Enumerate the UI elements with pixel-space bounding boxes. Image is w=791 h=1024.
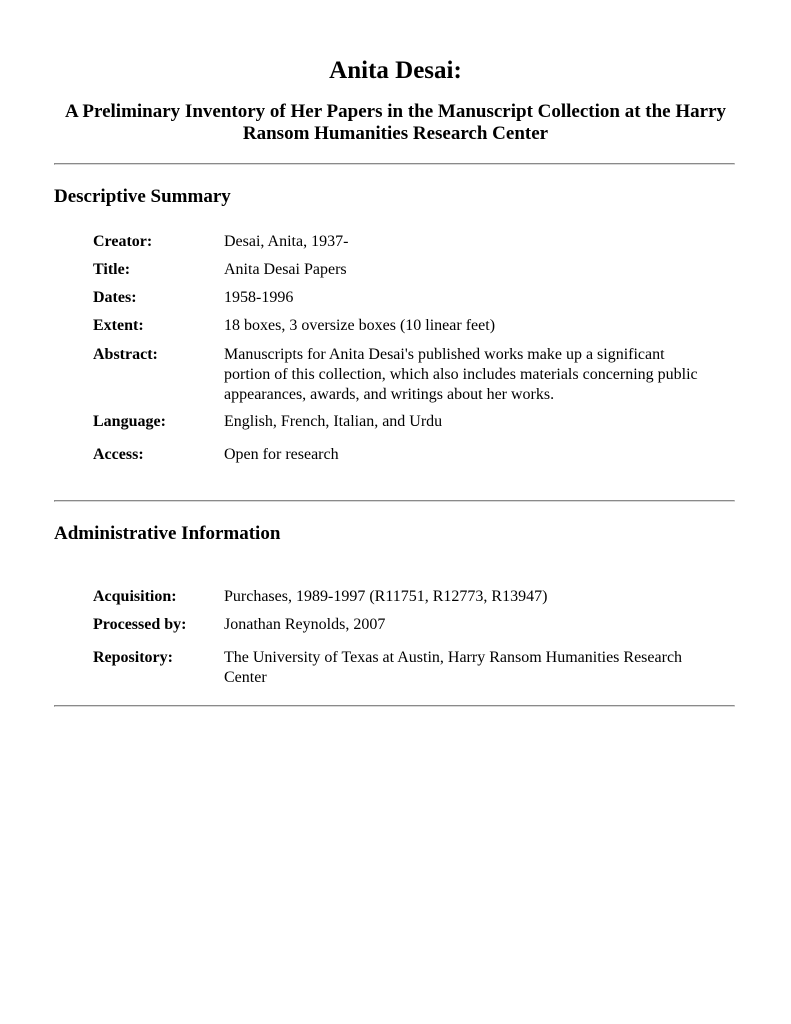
field-label: Dates: (93, 289, 137, 306)
document-title: Anita Desai: (329, 57, 462, 84)
field-label: Creator: (93, 233, 153, 250)
field-value: Anita Desai Papers (224, 261, 347, 278)
field-value: Manuscripts for Anita Desai's published works make up a significant portion of this collection, which also includes materials concerning public appearances, awards, and writings about her works. (224, 346, 698, 403)
horizontal-rule (54, 163, 735, 165)
field-value: 18 boxes, 3 oversize boxes (10 linear feet) (224, 317, 496, 334)
field-label: Extent: (93, 317, 144, 334)
field-label: Abstract: (93, 346, 158, 363)
horizontal-rule (54, 500, 735, 502)
field-label: Acquisition: (93, 588, 177, 605)
field-value: Jonathan Reynolds, 2007 (224, 616, 386, 633)
field-value: Purchases, 1989-1997 (R11751, R12773, R13947) (224, 588, 548, 605)
horizontal-rule (54, 705, 735, 707)
field-value: Open for research (224, 446, 339, 463)
field-label: Processed by: (93, 616, 187, 633)
field-value: 1958-1996 (224, 289, 294, 306)
document-subtitle: A Preliminary Inventory of Her Papers in the Manuscript Collection at the Harry Ransom Humanities Research Center (64, 101, 727, 144)
field-label: Language: (93, 413, 166, 430)
field-value: English, French, Italian, and Urdu (224, 413, 443, 430)
field-label: Access: (93, 446, 144, 463)
field-value: The University of Texas at Austin, Harry Ransom Humanities Research Center (224, 649, 683, 686)
section-heading-descriptive-summary: Descriptive Summary (54, 186, 231, 207)
field-label: Title: (93, 261, 131, 278)
field-label: Repository: (93, 649, 173, 666)
section-heading-administrative-information: Administrative Information (54, 523, 281, 544)
field-value: Desai, Anita, 1937- (224, 233, 349, 250)
